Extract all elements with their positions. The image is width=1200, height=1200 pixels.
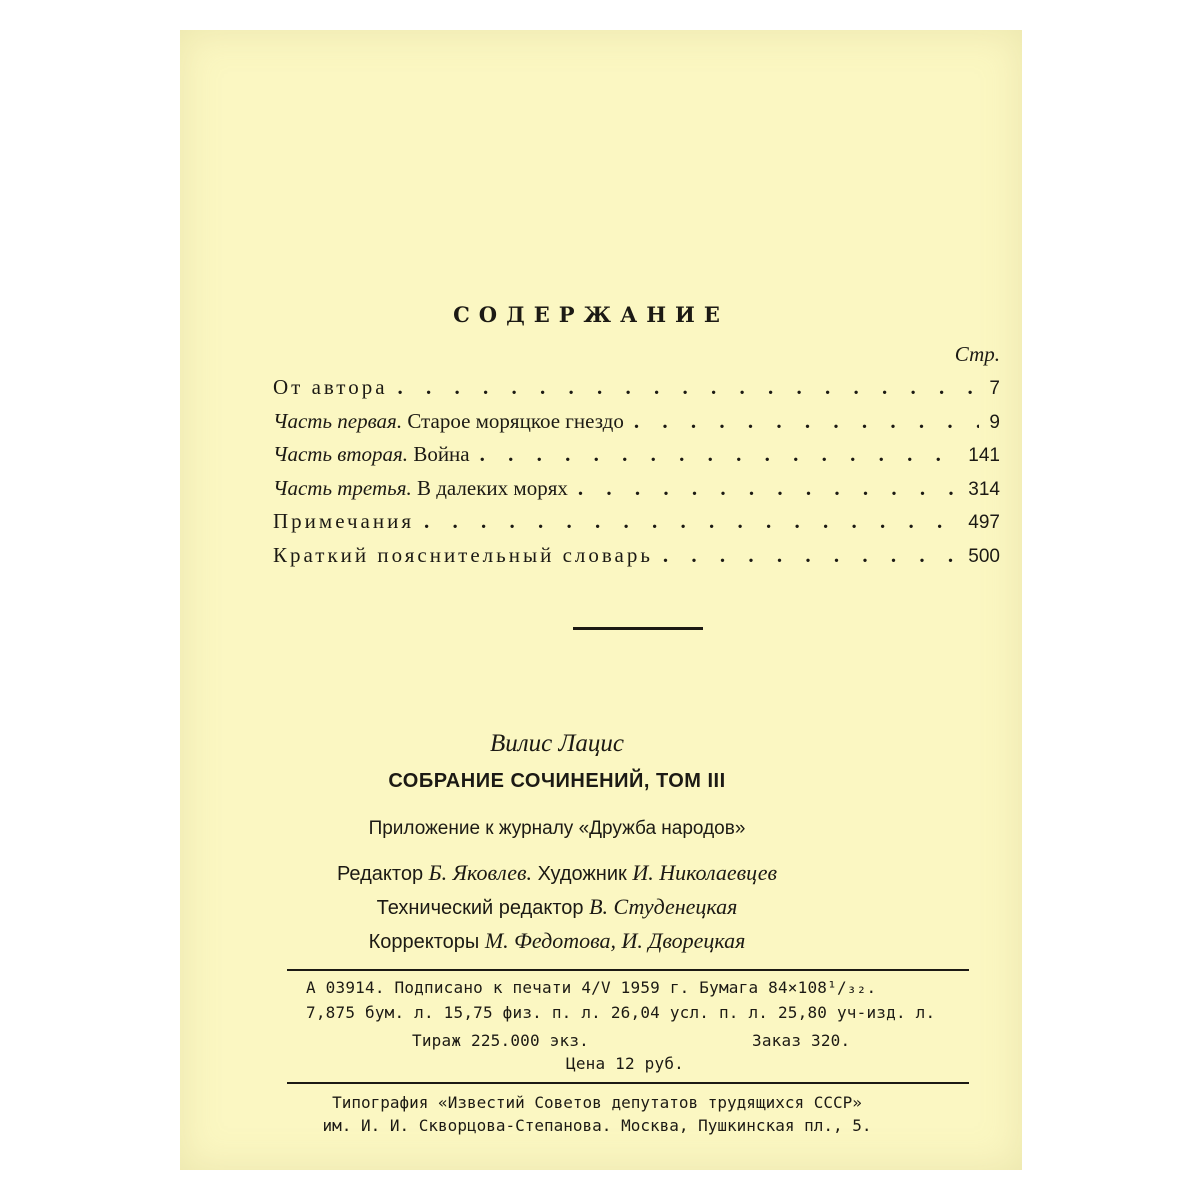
- toc-entry: [273, 375, 1000, 409]
- correctors-names: М. Федотова, И. Дворецкая: [484, 928, 746, 953]
- toc-page-number: 314: [968, 478, 1000, 500]
- tech-editor-name: В. Студенецкая: [589, 894, 738, 919]
- divider: [573, 627, 703, 630]
- price: Цена 12 руб.: [566, 1054, 684, 1073]
- toc-title: От автора: [273, 375, 388, 399]
- editor-name: Б. Яковлев.: [428, 860, 533, 885]
- divider: [287, 1082, 969, 1084]
- dot-leader: [663, 543, 958, 568]
- imprint-line: 7,875 бум. л. 15,75 физ. п. л. 26,04 усл. п. л. 25,80 уч-изд. л.: [306, 1003, 936, 1022]
- imprint-line: А 03914. Подписано к печати 4/V 1959 г. Бумага 84×108¹/₃₂.: [306, 978, 877, 997]
- toc-title: Старое моряцкое гнездо: [407, 408, 624, 433]
- toc-entry: [273, 409, 1000, 443]
- order-number: Заказ 320.: [752, 1031, 851, 1050]
- dot-leader: [634, 409, 980, 434]
- artist-label: Художник: [537, 863, 627, 885]
- supplement-note: Приложение к журналу «Дружба народов»: [368, 818, 746, 839]
- printer-line: Типография «Известий Советов депутатов трудящихся СССР»: [332, 1093, 862, 1112]
- printer-address: им. И. И. Скворцова-Степанова. Москва, Пушкинская пл., 5.: [322, 1116, 872, 1135]
- toc-entry: [273, 509, 1000, 543]
- toc-page-number: 141: [968, 445, 1000, 466]
- toc-page-number: 7: [989, 378, 1000, 399]
- credits-correctors: [136, 928, 978, 954]
- correctors-label: Корректоры: [368, 931, 480, 953]
- toc-part-label: Часть вторая.: [273, 442, 409, 466]
- circulation: Тираж 225.000 экз.: [412, 1031, 589, 1050]
- credits-editor-artist: [136, 860, 978, 886]
- toc-title: Примечания: [273, 509, 415, 533]
- toc-title: Война: [413, 442, 470, 466]
- contents-heading: СОДЕРЖАНИЕ: [453, 302, 729, 327]
- dot-leader: [480, 442, 959, 467]
- toc-entry: [273, 442, 1000, 476]
- toc-page-number: 500: [968, 545, 1000, 567]
- toc-entry: [273, 543, 1000, 577]
- author-name: Вилис Лацис: [489, 730, 625, 757]
- dot-leader: [424, 509, 958, 534]
- toc-part-label: Часть первая.: [273, 408, 403, 433]
- book-page: [180, 30, 1022, 1170]
- page-column-label: Стр.: [954, 342, 1000, 366]
- credits-tech-editor: [136, 894, 978, 920]
- collection-title: СОБРАНИЕ СОЧИНЕНИЙ, ТОМ III: [388, 770, 726, 792]
- toc-page-number: 497: [968, 512, 1000, 533]
- toc-page-number: 9: [989, 411, 1000, 433]
- toc-title: В далеких морях: [416, 475, 568, 500]
- tech-editor-label: Технический редактор: [376, 897, 584, 919]
- toc-part-label: Часть третья.: [273, 475, 412, 500]
- editor-label: Редактор: [336, 863, 424, 885]
- toc-entry: [273, 476, 1000, 510]
- table-of-contents: [273, 375, 1000, 576]
- divider: [287, 969, 969, 971]
- toc-title: Краткий пояснительный словарь: [273, 542, 653, 567]
- dot-leader: [578, 476, 958, 501]
- artist-name: И. Николаевцев: [632, 860, 778, 885]
- dot-leader: [398, 375, 980, 400]
